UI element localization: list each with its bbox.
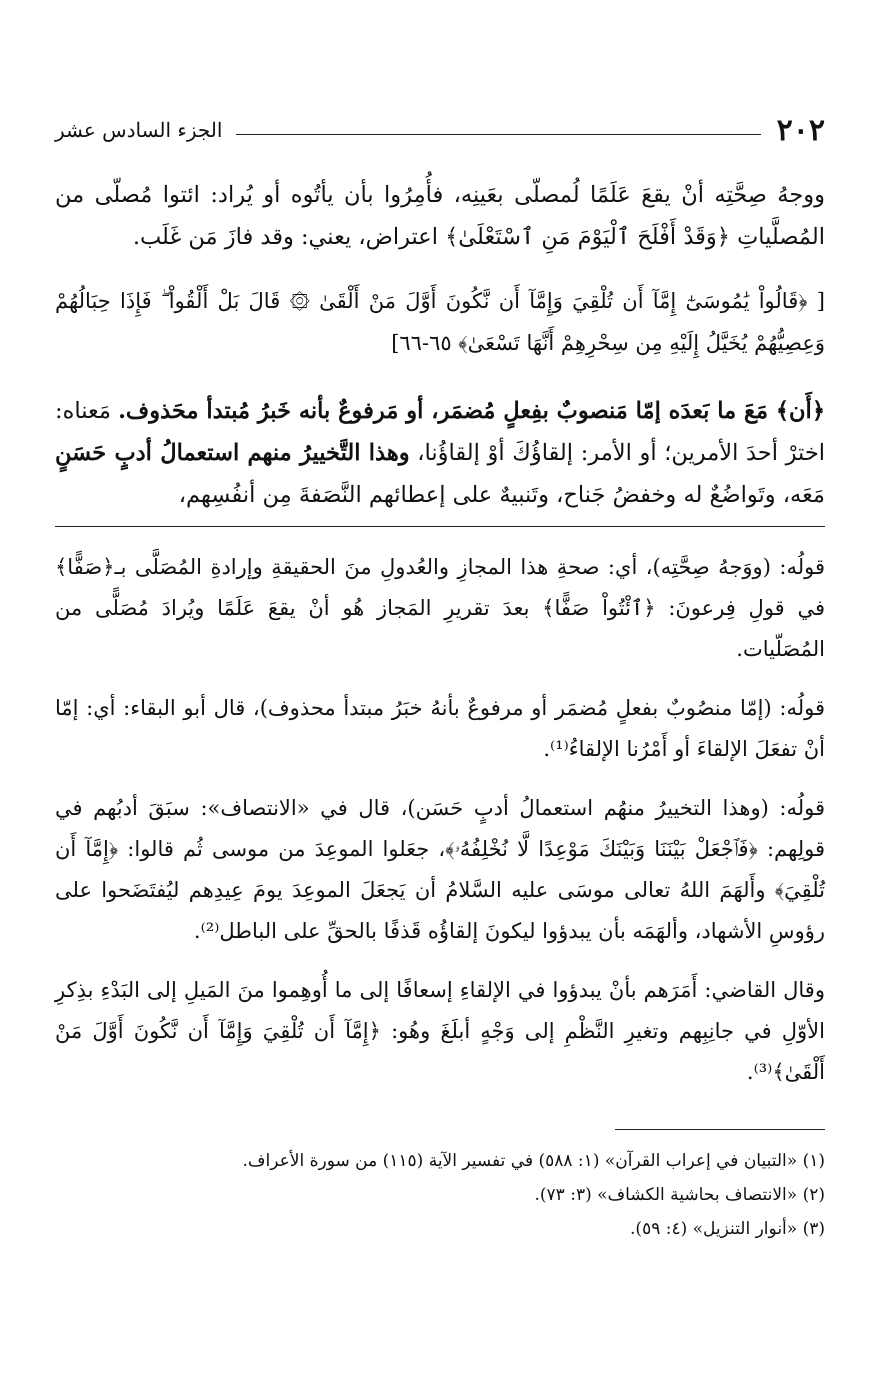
book-page xyxy=(55,110,825,1246)
main-text-paragraph-1: ووجهُ صِحَّتِه أنْ يقعَ عَلَمًا لُمصلّى بعَينِه، فأُمِرُوا بأن يأتُوه أو يُراد: ائتوا مُصلّى من المُصلَّياتِ ﴿وَقَدْ أَفْلَحَ ٱلْيَوْمَ مَنِ ٱسْتَعْلَىٰ﴾ اعتراض، يعني: وقد فازَ مَن غَلَب. xyxy=(55,182,825,250)
main-text-paragraph-2 xyxy=(55,390,825,516)
commentary-paragraph-2: قولُه: (إمّا منصُوبٌ بفعلٍ مُضمَر أو مرفوعٌ بأنهُ خبَرُ مبتدأ محذوف)، قال أبو البقاء: أي: إمّا أنْ تفعَلَ الإلقاءَ أو أَمْرُنا الإلقاءُ⁽¹⁾. xyxy=(55,696,825,761)
plain-phrase-2: مَعَه، وتَواضُعٌ له وخفضُ جَناح، وتَنبيهٌ على إعطائهم النَّصَفةَ مِن أنفُسِهم، xyxy=(178,482,825,508)
commentary-paragraph-4: وقال القاضي: أَمَرَهم بأنْ يبدؤوا في الإلقاءِ إسعافًا إلى ما أُوهِموا منَ المَيلِ إلى البَدْءِ بذِكرِ الأوّلِ في جانِبِهم وتغيرِ النَّظْمِ إلى وَجْهٍ أبلَغَ وهُو: ﴿إِمَّآ أَن تُلْقِيَ وَإِمَّآ أَن نَّكُونَ أَوَّلَ مَنْ أَلْقَىٰ﴾⁽³⁾. xyxy=(55,978,825,1084)
footnote-divider-wrap xyxy=(55,1129,825,1130)
footnotes xyxy=(55,1144,825,1246)
plain-phrase-1: مَعناه: اخترْ أحدَ الأمرين؛ أو الأمر: إلقاؤُكَ أوْ إلقاؤُنا، xyxy=(55,398,825,466)
main-text-divider xyxy=(55,526,825,527)
bold-phrase-1: ﴿أَن﴾ مَعَ ما بَعدَه إمّا مَنصوبٌ بفِعلٍ مُضمَر، أو مَرفوعٌ بأنه خَبرُ مُبتدأ محَذوف. xyxy=(118,398,825,424)
commentary-paragraph-1: قولُه: (ووَجهُ صِحَّتِه)، أي: صحةِ هذا المجازِ والعُدولِ منَ الحقيقةِ وإرادةِ المُصَلَّى بـ﴿صَفًّا﴾ في قولِ فِرعونَ: ﴿ٱئْتُواْ صَفًّا﴾ بعدَ تقريرِ المَجاز هُو أنْ يقعَ عَلَمًا ويُرادَ مُصَلًّى من المُصَلّيات. xyxy=(55,555,825,661)
page-number: ٢٠٢ xyxy=(776,112,825,148)
bold-phrase-2: وهذا التَّخييرُ منهم استعمالُ أدبٍ حَسَنٍ xyxy=(55,440,410,466)
header-rule xyxy=(236,134,760,135)
commentary-paragraph-3: قولُه: (وهذا التخييرُ منهُم استعمالُ أدبٍ حَسَن)، قال في «الانتصاف»: سبَقَ أدبُهم في قولِهم: ﴿فَٱجْعَلْ بَيْنَنَا وَبَيْنَكَ مَوْعِدًا لَّا نُخْلِفُهُۥ﴾، جعَلوا الموعِدَ من موسى ثُم قالوا: ﴿إِمَّآ أَن تُلْقِيَ﴾ وأَلهَمَ اللهُ تعالى موسَى عليه السَّلامُ أن يَجعَلَ الموعِدَ يومَ عِيدِهم ليُفتَضَحوا على رؤوسِ الأشهاد، وألهَمَه بأن يبدؤوا ليكونَ إلقاؤُه قَذفًا بالحقِّ على الباطل⁽²⁾. xyxy=(55,796,825,943)
footnote-1: (١) «التبيان في إعراب القرآن» (١: ٥٨٨) في تفسير الآية (١١٥) من سورة الأعراف. xyxy=(242,1151,825,1171)
footnote-divider xyxy=(615,1129,825,1130)
quran-verse-block: [ ﴿قَالُواْ يَٰمُوسَىٰٓ إِمَّآ أَن تُلْقِيَ وَإِمَّآ أَن نَّكُونَ أَوَّلَ مَنْ أَلْقَىٰ ۞ قَالَ بَلْ أَلْقُواْ ۖ فَإِذَا حِبَالُهُمْ وَعِصِيُّهُمْ يُخَيَّلُ إِلَيْهِ مِن سِحْرِهِمْ أَنَّهَا تَسْعَىٰ﴾ ٦٥-٦٦] xyxy=(55,289,825,355)
part-title: الجزء السادس عشر xyxy=(55,118,223,142)
footnote-2: (٢) «الانتصاف بحاشية الكشاف» (٣: ٧٣). xyxy=(534,1185,825,1205)
page-header xyxy=(55,110,825,150)
footnote-3: (٣) «أنوار التنزيل» (٤: ٥٩). xyxy=(630,1219,825,1239)
